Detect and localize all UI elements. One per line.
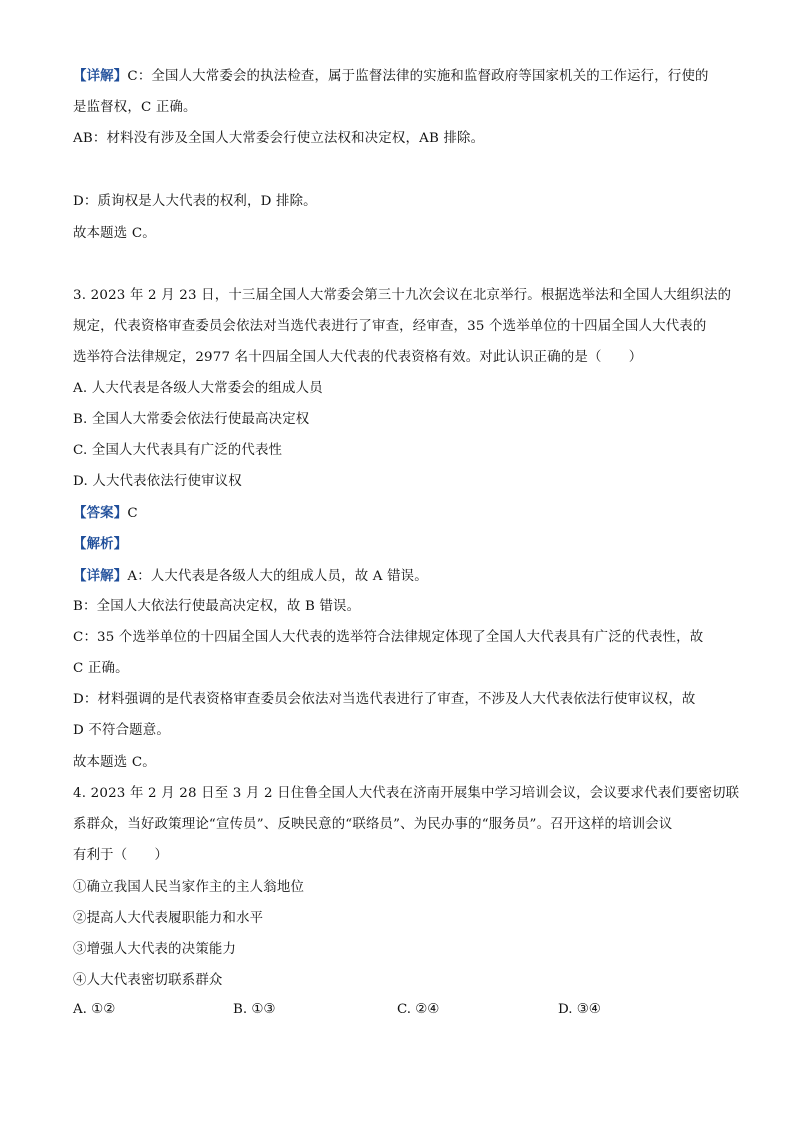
q2-detail-line-1: 【详解】C：全国人大常委会的执法检查，属于监督法律的实施和监督政府等国家机关的工作运行，行使的 bbox=[73, 68, 709, 84]
q2-d-line: D：质询权是人大代表的权利，D 排除。 bbox=[73, 194, 317, 209]
q2-detail-line-2: 是监督权，C 正确。 bbox=[73, 100, 197, 115]
q2-ab-line: AB：材料没有涉及全国人大常委会行使立法权和决定权，AB 排除。 bbox=[73, 131, 485, 146]
q4-item-2: ②提高人大代表履职能力和水平 bbox=[73, 911, 264, 926]
q4-stem-line-3: 有利于（ ） bbox=[73, 848, 169, 863]
q3-conclusion: 故本题选 C。 bbox=[73, 755, 156, 770]
q4-item-4: ④人大代表密切联系群众 bbox=[73, 973, 223, 988]
detail-tag: 【详解】 bbox=[73, 68, 128, 84]
q3-answer bbox=[73, 503, 723, 524]
q3-option-d: D. 人大代表依法行使审议权 bbox=[73, 474, 242, 489]
q3-detail-c-line-1: C：35 个选举单位的十四届全国人大代表的选举符合法律规定体现了全国人大代表具有广泛的代表性，故 bbox=[73, 630, 704, 645]
q3-stem-line-3: 选举符合法律规定，2977 名十四届全国人大代表的代表资格有效。对此认识正确的是（ ） bbox=[73, 350, 643, 365]
q4-stem-line-1: 4. 2023 年 2 月 28 日至 3 月 2 日住鲁全国人大代表在济南开展集中学习培训会议，会议要求代表们要密切联 bbox=[73, 786, 740, 801]
q4-stem-line-2: 系群众，当好政策理论“宣传员”、反映民意的“联络员”、为民办事的“服务员”。召开这样的培训会议 bbox=[73, 817, 673, 832]
q4-item-1: ①确立我国人民当家作主的主人翁地位 bbox=[73, 880, 305, 895]
q4-item-3: ③增强人大代表的决策能力 bbox=[73, 942, 237, 957]
q2-conclusion: 故本题选 C。 bbox=[73, 226, 156, 241]
q3-option-a: A. 人大代表是各级人大常委会的组成人员 bbox=[73, 381, 323, 396]
q3-detail-d-line-2: D 不符合题意。 bbox=[73, 723, 170, 738]
q3-stem-line-2: 规定，代表资格审查委员会依法对当选代表进行了审查，经审查，35 个选举单位的十四届全国人大代表的 bbox=[73, 319, 707, 334]
answer-tag: 【答案】 bbox=[73, 505, 128, 521]
q4-choices bbox=[73, 1002, 723, 1022]
q3-detail-b: B：全国人大依法行使最高决定权，故 B 错误。 bbox=[73, 599, 361, 614]
answer-value: C bbox=[127, 506, 138, 521]
detail-tag: 【详解】 bbox=[73, 568, 128, 584]
q3-analysis-tag: 【解析】 bbox=[73, 536, 128, 552]
q4-choice-a: A. ①② bbox=[73, 1002, 116, 1017]
q3-option-c: C. 全国人大代表具有广泛的代表性 bbox=[73, 443, 283, 458]
q3-detail-a: 【详解】A：人大代表是各级人大的组成人员，故 A 错误。 bbox=[73, 568, 428, 584]
q3-detail-c-line-2: C 正确。 bbox=[73, 661, 129, 676]
q3-option-b: B. 全国人大常委会依法行使最高决定权 bbox=[73, 412, 310, 427]
q4-choice-d: D. ③④ bbox=[558, 1002, 601, 1017]
q3-stem-line-1: 3. 2023 年 2 月 23 日，十三届全国人大常委会第三十九次会议在北京举行。根据选举法和全国人大组织法的 bbox=[73, 288, 732, 303]
q4-choice-c: C. ②④ bbox=[397, 1002, 440, 1017]
q3-detail-d-line-1: D：材料强调的是代表资格审查委员会依法对当选代表进行了审查，不涉及人大代表依法行使审议权，故 bbox=[73, 692, 696, 707]
q4-choice-b: B. ①③ bbox=[233, 1002, 276, 1017]
